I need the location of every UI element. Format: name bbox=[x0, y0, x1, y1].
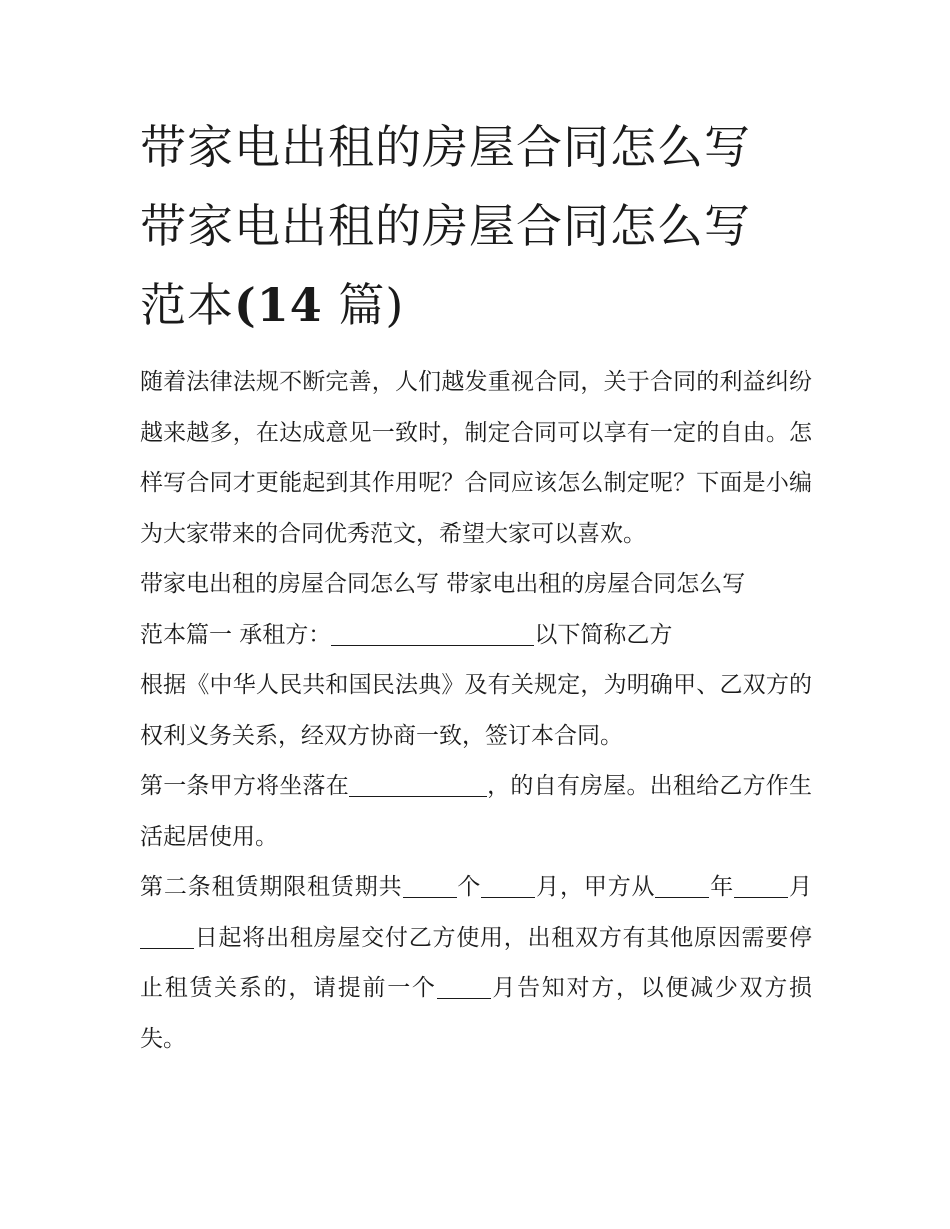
article-1-suffix: ，的自有房屋。出租给乙方作生活起居使用。 bbox=[140, 773, 813, 850]
article-2-paragraph bbox=[140, 862, 812, 1064]
start-day-blank bbox=[140, 925, 194, 949]
title-line-3-prefix: 范本 bbox=[140, 278, 234, 332]
section-heading bbox=[140, 559, 812, 660]
title-line-3-suffix: 篇) bbox=[322, 278, 405, 332]
section-heading-line-2-suffix: 以下简称乙方 bbox=[534, 621, 673, 648]
document-body bbox=[140, 357, 812, 1064]
term-count-blank bbox=[403, 874, 457, 898]
document-page bbox=[140, 108, 812, 1064]
notice-months-blank bbox=[437, 975, 491, 999]
section-heading-line-2-prefix: 范本篇一 承租方： bbox=[140, 621, 332, 648]
address-blank bbox=[349, 773, 487, 797]
basis-paragraph: 根据《中华人民共和国民法典》及有关规定，为明确甲、乙双方的权利义务关系，经双方协商一致，签订本合同。 bbox=[140, 672, 812, 749]
article-2-text-b: 个 bbox=[456, 874, 482, 900]
section-heading-line-1: 带家电出租的房屋合同怎么写 带家电出租的房屋合同怎么写 bbox=[140, 571, 746, 597]
start-month-blank bbox=[734, 874, 788, 898]
term-months-blank bbox=[481, 874, 535, 898]
article-1-paragraph bbox=[140, 761, 812, 862]
article-2-text-d: 年 bbox=[709, 874, 735, 900]
article-2-text-e: 月 bbox=[788, 874, 813, 900]
article-2-text-g: 月告知对方，以便减少双方损失。 bbox=[140, 975, 813, 1052]
title-line-2: 带家电出租的房屋合同怎么写 bbox=[140, 199, 751, 253]
article-1-prefix: 第一条甲方将坐落在 bbox=[140, 773, 349, 799]
lessee-blank bbox=[331, 622, 534, 646]
start-year-blank bbox=[655, 874, 709, 898]
title-line-1: 带家电出租的房屋合同怎么写 bbox=[140, 120, 751, 174]
document-title bbox=[140, 108, 812, 345]
title-count: (14 bbox=[234, 278, 323, 332]
article-2-text-f: 日起将出租房屋交付乙方使用，出租双方有其他原因需要停止租赁关系的，请提前一个 bbox=[140, 924, 812, 1001]
intro-paragraph: 随着法律法规不断完善，人们越发重视合同，关于合同的利益纠纷越来越多，在达成意见一致时，制定合同可以享有一定的自由。怎样写合同才更能起到其作用呢？合同应该怎么制定呢？下面是小编为大家带来的合同优秀范文，希望大家可以喜欢。 bbox=[140, 369, 812, 547]
article-2-text-c: 月，甲方从 bbox=[535, 874, 656, 900]
article-2-text-a: 第二条租赁期限租赁期共 bbox=[140, 874, 403, 900]
